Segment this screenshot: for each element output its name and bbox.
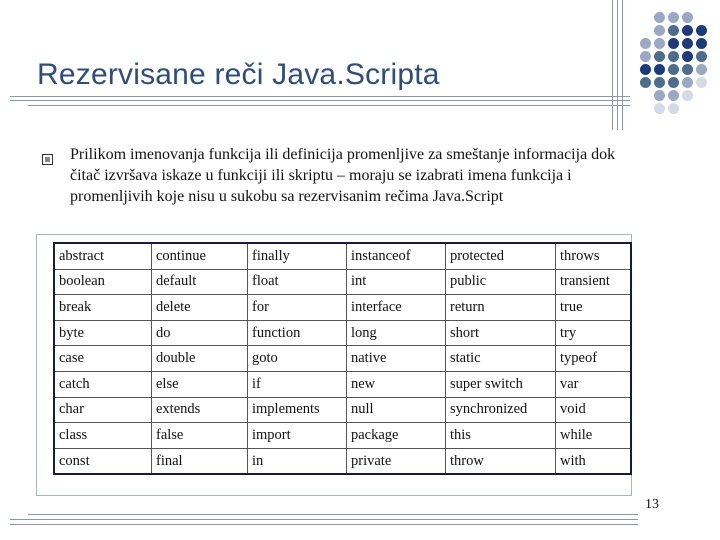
decorative-dot bbox=[668, 103, 679, 114]
reserved-word-cell: interface bbox=[347, 295, 446, 321]
reserved-word-cell: continue bbox=[152, 243, 248, 269]
reserved-word-cell: false bbox=[152, 423, 248, 449]
table-row bbox=[54, 269, 631, 295]
reserved-word-cell: finally bbox=[248, 243, 347, 269]
decorative-dot bbox=[668, 38, 679, 49]
decorative-dot bbox=[668, 77, 679, 88]
table-row bbox=[54, 448, 631, 474]
decorative-dot bbox=[654, 90, 665, 101]
reserved-word-cell: float bbox=[248, 269, 347, 295]
decorative-dot bbox=[654, 12, 665, 23]
title-rule-1 bbox=[10, 96, 630, 97]
decorative-dot bbox=[682, 64, 693, 75]
reserved-word-cell: typeof bbox=[556, 346, 632, 372]
decorative-dot bbox=[654, 64, 665, 75]
title-rule-2 bbox=[10, 100, 630, 101]
reserved-word-cell: package bbox=[347, 423, 446, 449]
table-row bbox=[54, 371, 631, 397]
reserved-words-table bbox=[53, 242, 632, 475]
decorative-dot bbox=[668, 64, 679, 75]
reserved-word-cell: static bbox=[446, 346, 556, 372]
decorative-dot bbox=[682, 51, 693, 62]
reserved-word-cell: transient bbox=[556, 269, 632, 295]
table-row bbox=[54, 320, 631, 346]
square-bullet-icon bbox=[42, 154, 53, 165]
reserved-word-cell: while bbox=[556, 423, 632, 449]
decorative-dot bbox=[654, 51, 665, 62]
reserved-word-cell: if bbox=[248, 371, 347, 397]
reserved-word-cell: public bbox=[446, 269, 556, 295]
reserved-word-cell: implements bbox=[248, 397, 347, 423]
reserved-word-cell: short bbox=[446, 320, 556, 346]
reserved-word-cell: delete bbox=[152, 295, 248, 321]
reserved-word-cell: instanceof bbox=[347, 243, 446, 269]
decorative-dot bbox=[668, 25, 679, 36]
table-row bbox=[54, 423, 631, 449]
bullet-text: Prilikom imenovanja funkcija ili definicija promenljive za smeštanje informacija dok čitač izvršava iskaze u funkciji ili skriptu – moraju se izabrati imena funkcija i promenljivih koje nisu u sukobu sa rezervisanim rečima Java.Script bbox=[70, 146, 616, 205]
reserved-word-cell: int bbox=[347, 269, 446, 295]
reserved-word-cell: void bbox=[556, 397, 632, 423]
decorative-dot bbox=[696, 38, 707, 49]
reserved-word-cell: new bbox=[347, 371, 446, 397]
table-row bbox=[54, 346, 631, 372]
decorative-dot bbox=[640, 77, 651, 88]
reserved-word-cell: super switch bbox=[446, 371, 556, 397]
reserved-word-cell: default bbox=[152, 269, 248, 295]
reserved-word-cell: function bbox=[248, 320, 347, 346]
reserved-word-cell: null bbox=[347, 397, 446, 423]
decorative-dot bbox=[682, 12, 693, 23]
reserved-word-cell: for bbox=[248, 295, 347, 321]
reserved-word-cell: synchronized bbox=[446, 397, 556, 423]
decorative-dot-grid bbox=[640, 12, 720, 122]
reserved-word-cell: protected bbox=[446, 243, 556, 269]
table-row bbox=[54, 243, 631, 269]
slide-title: Rezervisane reči Java.Scripta bbox=[37, 58, 440, 91]
decorative-dot bbox=[640, 64, 651, 75]
decorative-dot bbox=[682, 25, 693, 36]
decorative-dot bbox=[654, 38, 665, 49]
decorative-dot bbox=[682, 77, 693, 88]
right-rule-2 bbox=[617, 0, 618, 130]
reserved-word-cell: boolean bbox=[54, 269, 152, 295]
reserved-word-cell: byte bbox=[54, 320, 152, 346]
decorative-dot bbox=[696, 64, 707, 75]
reserved-word-cell: class bbox=[54, 423, 152, 449]
reserved-word-cell: in bbox=[248, 448, 347, 474]
decorative-dot bbox=[654, 103, 665, 114]
decorative-dot bbox=[640, 51, 651, 62]
reserved-word-cell: final bbox=[152, 448, 248, 474]
decorative-dot bbox=[682, 90, 693, 101]
decorative-dot bbox=[696, 51, 707, 62]
reserved-word-cell: with bbox=[556, 448, 632, 474]
bottom-rule-1 bbox=[28, 514, 638, 515]
reserved-word-cell: long bbox=[347, 320, 446, 346]
decorative-dot bbox=[668, 12, 679, 23]
table-row bbox=[54, 295, 631, 321]
reserved-word-cell: const bbox=[54, 448, 152, 474]
decorative-dot bbox=[668, 51, 679, 62]
page-number: 13 bbox=[645, 497, 659, 512]
reserved-word-cell: true bbox=[556, 295, 632, 321]
reserved-word-cell: case bbox=[54, 346, 152, 372]
reserved-word-cell: double bbox=[152, 346, 248, 372]
reserved-word-cell: char bbox=[54, 397, 152, 423]
bottom-rule-2 bbox=[10, 519, 638, 520]
title-rule-3 bbox=[28, 105, 630, 106]
reserved-word-cell: import bbox=[248, 423, 347, 449]
reserved-word-cell: throws bbox=[556, 243, 632, 269]
decorative-dot bbox=[696, 77, 707, 88]
reserved-word-cell: extends bbox=[152, 397, 248, 423]
reserved-word-cell: else bbox=[152, 371, 248, 397]
reserved-word-cell: var bbox=[556, 371, 632, 397]
decorative-dot bbox=[640, 38, 651, 49]
decorative-dot bbox=[654, 25, 665, 36]
reserved-word-cell: return bbox=[446, 295, 556, 321]
reserved-word-cell: this bbox=[446, 423, 556, 449]
decorative-dot bbox=[696, 25, 707, 36]
reserved-word-cell: native bbox=[347, 346, 446, 372]
bottom-rule-3 bbox=[10, 524, 638, 525]
decorative-dot bbox=[682, 38, 693, 49]
reserved-word-cell: catch bbox=[54, 371, 152, 397]
reserved-word-cell: do bbox=[152, 320, 248, 346]
reserved-word-cell: try bbox=[556, 320, 632, 346]
reserved-word-cell: goto bbox=[248, 346, 347, 372]
reserved-word-cell: break bbox=[54, 295, 152, 321]
reserved-word-cell: private bbox=[347, 448, 446, 474]
right-rule-1 bbox=[612, 0, 613, 130]
decorative-dot bbox=[654, 77, 665, 88]
right-rule-3 bbox=[622, 0, 623, 130]
decorative-dot bbox=[668, 90, 679, 101]
reserved-word-cell: abstract bbox=[54, 243, 152, 269]
table-row bbox=[54, 397, 631, 423]
reserved-word-cell: throw bbox=[446, 448, 556, 474]
